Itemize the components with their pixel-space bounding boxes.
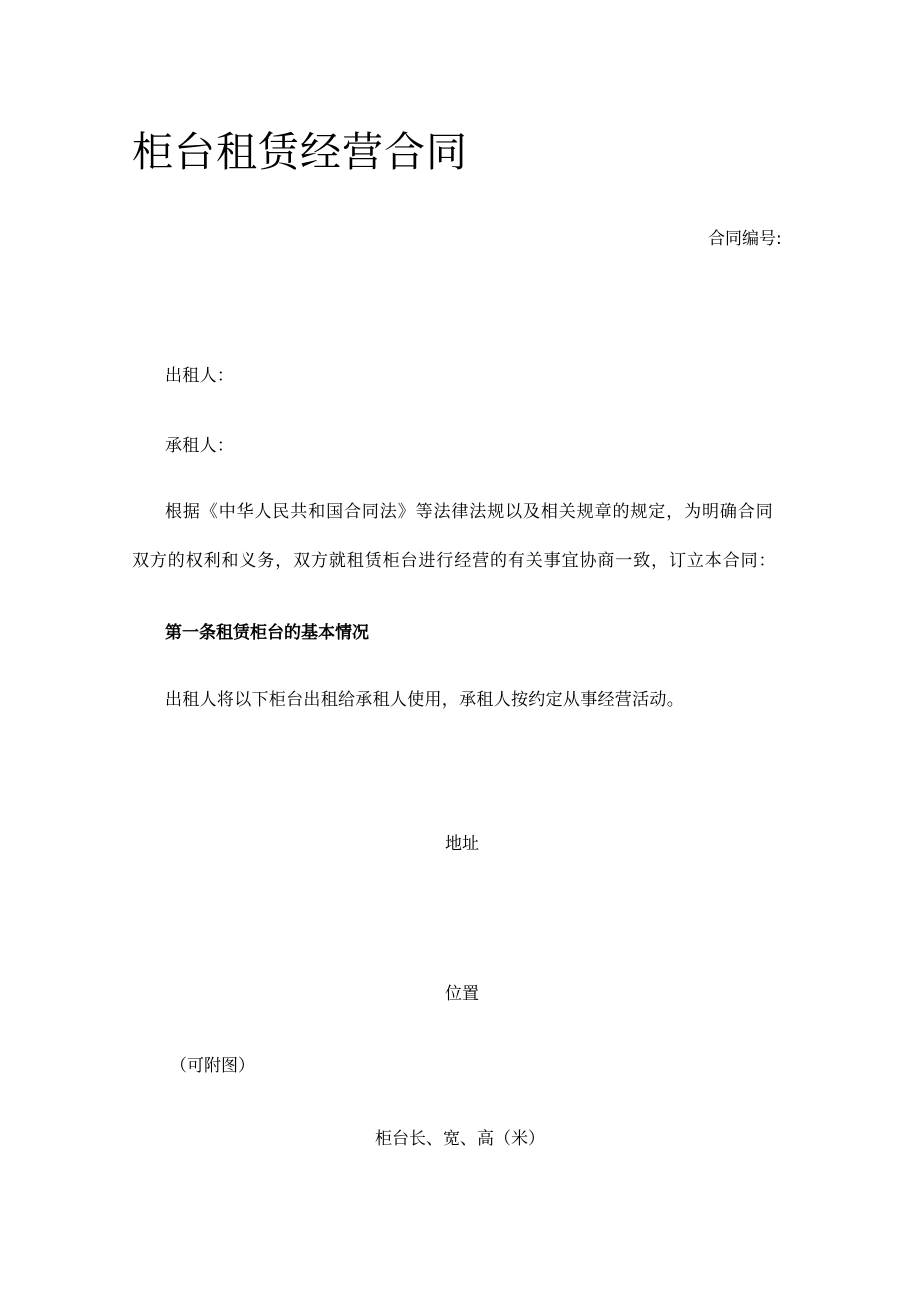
counter-dimensions-label: 柜台长、宽、高（米） bbox=[375, 1129, 545, 1149]
address-label: 地址 bbox=[445, 834, 479, 854]
document-title: 柜台租赁经营合同 bbox=[132, 128, 468, 176]
article-1-text: 出租人将以下柜台出租给承租人使用，承租人按约定从事经营活动。 bbox=[165, 690, 684, 710]
attachment-note: （可附图） bbox=[170, 1056, 255, 1076]
contract-number-label: 合同编号: bbox=[708, 229, 782, 249]
intro-paragraph-line-2: 双方的权利和义务，双方就租赁柜台进行经营的有关事宜协商一致，订立本合同： bbox=[132, 551, 777, 571]
article-1-heading: 第一条租赁柜台的基本情况 bbox=[165, 623, 369, 643]
position-label: 位置 bbox=[445, 984, 479, 1004]
intro-paragraph-line-1: 根据《中华人民共和国合同法》等法律法规以及相关规章的规定，为明确合同 bbox=[165, 502, 774, 522]
lessor-label: 出租人： bbox=[165, 366, 235, 386]
lessee-label: 承租人： bbox=[165, 436, 235, 456]
